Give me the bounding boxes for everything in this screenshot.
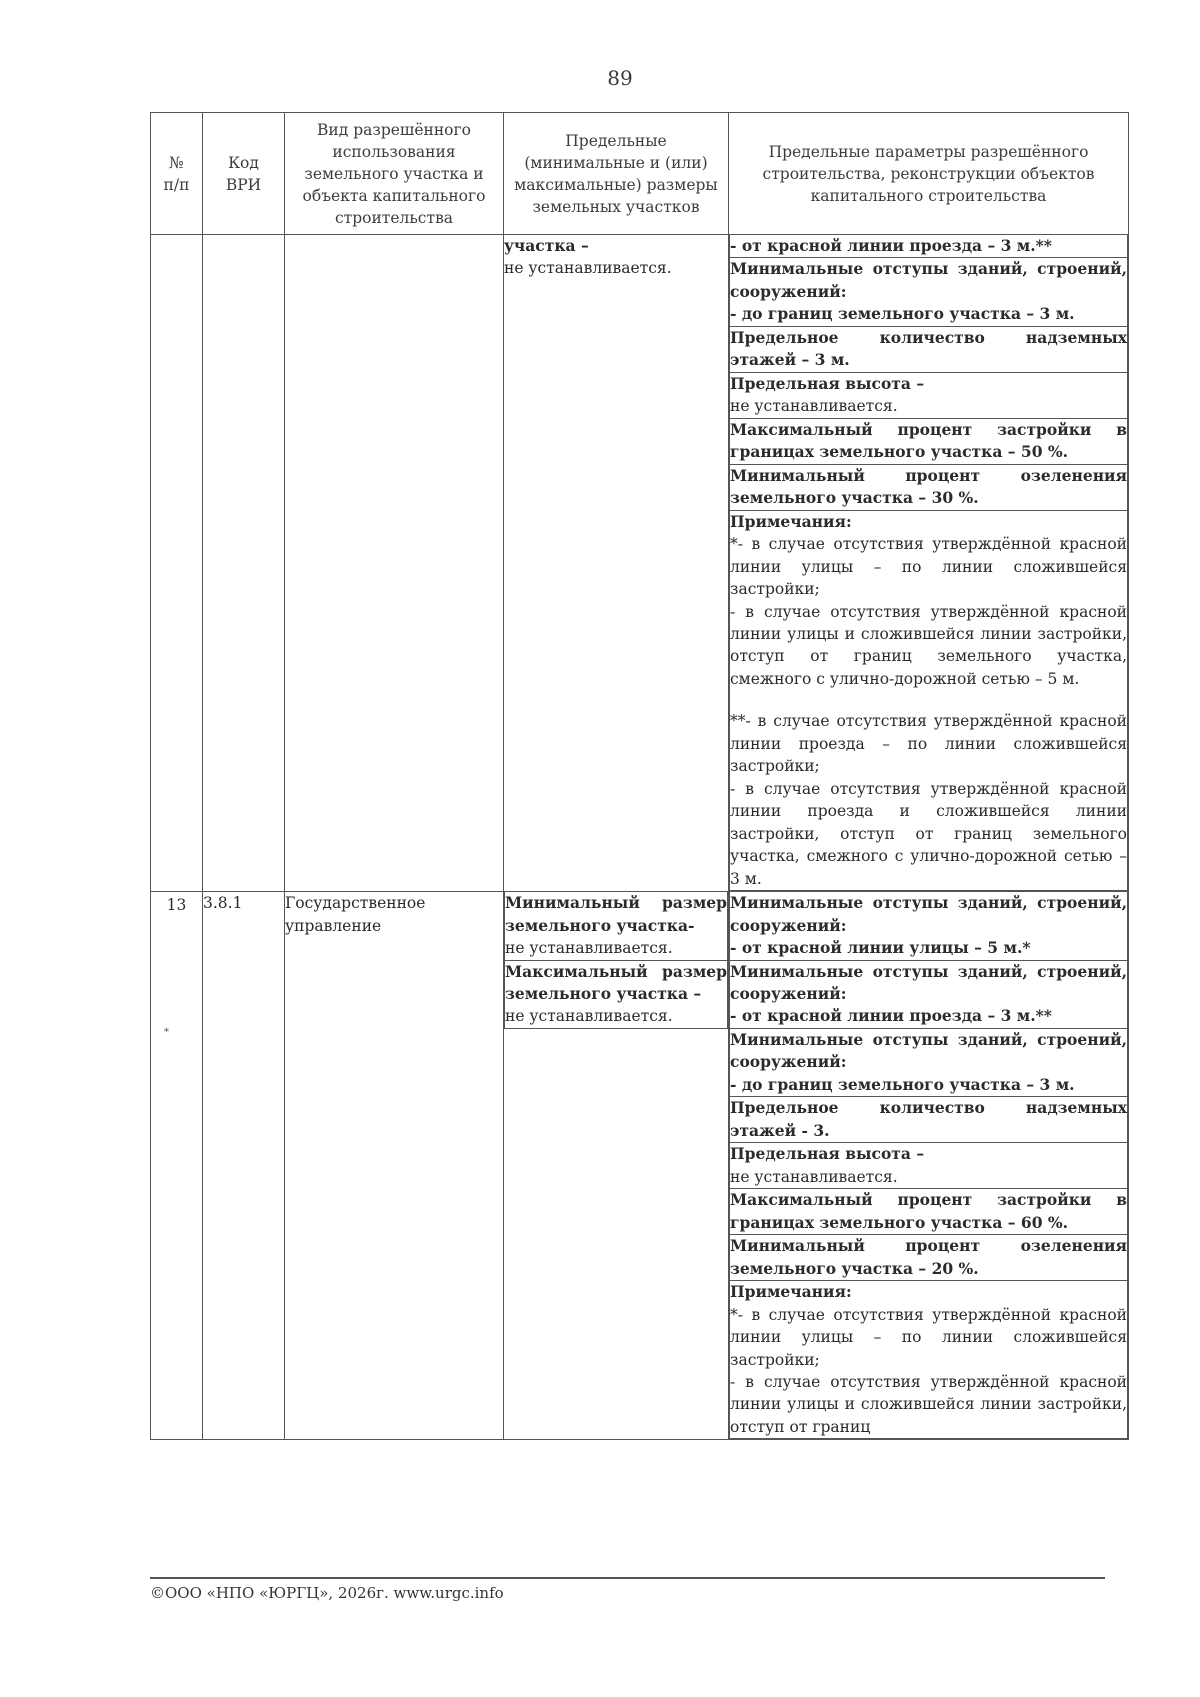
- param-text: Максимальный процент застройки в границах земельного участка – 60 %.: [730, 1190, 1127, 1232]
- param-item: [730, 1235, 1128, 1281]
- footer-divider: [150, 1577, 1105, 1579]
- cell-build-params: [729, 892, 1129, 1440]
- note-paragraph: - в случае отсутствия утверждённой красной линии улицы и сложившейся линии застройки, отступ от границ: [730, 1372, 1127, 1436]
- params-list: [729, 235, 1128, 891]
- param-item: [730, 418, 1128, 464]
- param-item: [730, 892, 1128, 960]
- cell-plot-size: [504, 235, 729, 892]
- notes-title: Примечания:: [730, 1282, 852, 1302]
- param-item: [730, 960, 1128, 1028]
- zoning-table: [150, 112, 1129, 1440]
- header-number: № п/п: [151, 113, 203, 235]
- header-code: Код ВРИ: [203, 113, 285, 235]
- max-size-title: Максимальный размер земельного участка –: [505, 961, 727, 1003]
- note-paragraph: *- в случае отсутствия утверждённой красной линии улицы – по линии сложившейся застройки;: [730, 535, 1127, 599]
- cell-number-empty: [151, 235, 203, 892]
- param-item: [730, 1097, 1128, 1143]
- cell-build-params: [729, 235, 1129, 892]
- param-line: - от красной линии проезда – 3 м.**: [730, 1006, 1052, 1026]
- param-title: Предельная высота –: [730, 373, 925, 393]
- param-line: не устанавливается.: [730, 1167, 898, 1186]
- param-title: Минимальные отступы зданий, строений, сооружений:: [730, 893, 1127, 935]
- note-paragraph: **- в случае отсутствия утверждённой красной линии проезда – по линии сложившейся застройки;: [730, 712, 1127, 776]
- param-text: Минимальный процент озеленения земельного участка – 30 %.: [730, 465, 1127, 508]
- cell-use-type: [285, 892, 504, 1440]
- note-paragraph: - в случае отсутствия утверждённой красной линии проезда и сложившейся линии застройки, отступ от границ земельного участка, смежного с улично-дорожной сетью – 3 м.: [730, 779, 1127, 888]
- param-line: - до границ земельного участка – 3 м.: [730, 304, 1075, 324]
- note-paragraph: - в случае отсутствия утверждённой красной линии улицы и сложившейся линии застройки, отступ от границ земельного участка, смежного с улично-дорожной сетью – 5 м.: [730, 602, 1127, 688]
- cell-use-empty: [285, 235, 504, 892]
- table-row-continuation: [151, 235, 1129, 892]
- param-item: [730, 372, 1128, 418]
- param-line: - от красной линии улицы – 5 м.*: [730, 938, 1031, 958]
- table-header-row: [151, 113, 1129, 235]
- max-size-item: [505, 960, 728, 1028]
- note-paragraph: *- в случае отсутствия утверждённой красной линии улицы – по линии сложившейся застройки;: [730, 1305, 1127, 1369]
- param-item: [730, 1189, 1128, 1235]
- param-item: [730, 326, 1128, 372]
- page-number: 89: [607, 66, 633, 90]
- param-text: Максимальный процент застройки в границах земельного участка – 50 %.: [730, 419, 1127, 462]
- param-text: Предельное количество надземных этажей – 3 м.: [730, 327, 1127, 370]
- table-row-13: [151, 892, 1129, 1440]
- header-use-type: Вид разрешённого использования земельного участка и объекта капитального строительства: [285, 113, 504, 235]
- notes-title: Примечания:: [730, 511, 852, 531]
- plot-size-title: участка –: [504, 236, 589, 255]
- min-size-title: Минимальный размер земельного участка-: [505, 893, 727, 935]
- param-item: [730, 258, 1128, 326]
- notes-item: [730, 1281, 1128, 1439]
- plot-sizes-list: [504, 892, 728, 1029]
- notes-item: [730, 510, 1128, 891]
- header-plot-sizes: Предельные (минимальные и (или) максимальные) размеры земельных участков: [504, 113, 729, 235]
- cell-plot-sizes: [504, 892, 729, 1440]
- row-number: 13: [166, 896, 187, 915]
- param-line: не устанавливается.: [730, 397, 898, 416]
- cell-code-empty: [203, 235, 285, 892]
- row-code: 3.8.1: [203, 894, 243, 913]
- params-list: [729, 892, 1128, 1439]
- max-size-value: не устанавливается.: [505, 1007, 673, 1026]
- param-item: [730, 464, 1128, 510]
- param-item: [730, 1028, 1128, 1096]
- param-title: Минимальные отступы зданий, строений, сооружений:: [730, 259, 1127, 301]
- cell-code: [203, 892, 285, 1440]
- header-build-params: Предельные параметры разрешённого строительства, реконструкции объектов капитального строительства: [729, 113, 1129, 235]
- cell-number: [151, 892, 203, 1440]
- row-use-name: Государственное управление: [285, 894, 426, 935]
- param-text: Минимальный процент озеленения земельного участка – 20 %.: [730, 1236, 1127, 1278]
- min-size-value: не устанавливается.: [505, 939, 673, 958]
- param-title: Предельная высота –: [730, 1144, 925, 1164]
- param-title: Минимальные отступы зданий, строений, сооружений:: [730, 1029, 1127, 1072]
- param-item: [730, 235, 1128, 258]
- plot-size-value: не устанавливается.: [504, 259, 672, 278]
- param-line: - до границ земельного участка – 3 м.: [730, 1074, 1075, 1094]
- param-title: Минимальные отступы зданий, строений, сооружений:: [730, 961, 1127, 1003]
- param-text: Предельное количество надземных этажей - 3.: [730, 1098, 1127, 1140]
- param-item: [730, 1143, 1128, 1189]
- footer-copyright: ©ООО «НПО «ЮРГЦ», 2026г. www.urgc.info: [150, 1584, 504, 1602]
- row-mark: *: [164, 1027, 169, 1038]
- min-size-item: [505, 892, 728, 960]
- param-line: - от красной линии проезда – 3 м.**: [730, 236, 1052, 255]
